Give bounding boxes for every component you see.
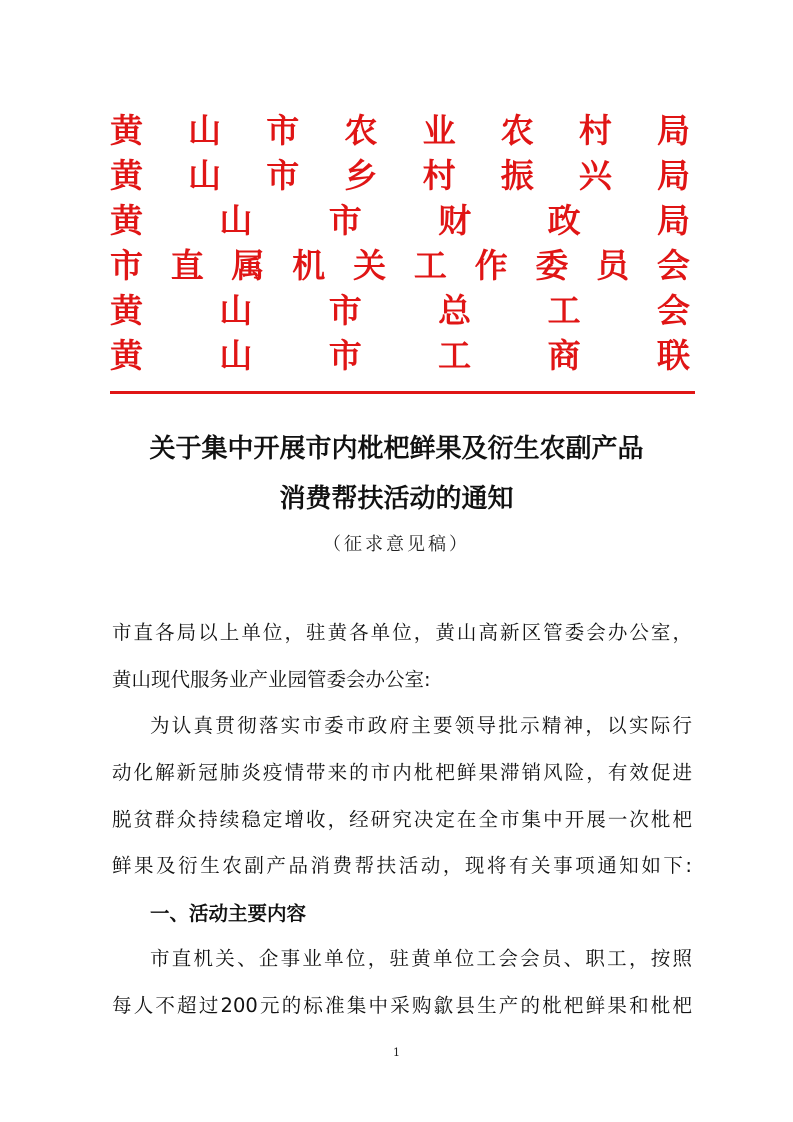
paragraph-line: 为认真贯彻落实市委市政府主要领导批示精神，以实际行: [150, 714, 692, 737]
issuer-char: 局: [656, 201, 690, 240]
issuer-char: 政: [547, 201, 581, 240]
issuer-char: 直: [170, 246, 204, 285]
issuer-char: 黄: [110, 291, 143, 330]
issuer-char: 总: [438, 291, 472, 330]
red-header-divider: [110, 391, 695, 394]
issuer-row: [110, 243, 690, 288]
draft-subtitle: （征求意见稿）: [323, 534, 470, 555]
issuer-char: 局: [656, 156, 690, 195]
document-title-line-1: 关于集中开展市内枇杷鲜果及衍生农副产品: [149, 434, 644, 464]
issuer-char: 山: [188, 156, 222, 195]
recipients-line-2: 黄山现代服务业产业园管委会办公室:: [112, 668, 431, 691]
issuer-char: 山: [188, 111, 222, 150]
issuer-char: 市: [328, 336, 362, 375]
issuer-char: 关: [353, 246, 387, 285]
issuer-char: 市: [266, 111, 300, 150]
issuer-char: 振: [500, 156, 534, 195]
section-heading: 一、活动主要内容: [150, 902, 307, 925]
paragraph-line: 鲜果及衍生农副产品消费帮扶活动，现将有关事项通知如下:: [112, 854, 692, 877]
issuer-char: 黄: [110, 111, 143, 150]
issuer-row: [110, 108, 690, 153]
issuer-char: 山: [219, 291, 253, 330]
issuer-char: 黄: [110, 156, 143, 195]
paragraph-line: 动化解新冠肺炎疫情带来的市内枇杷鲜果滞销风险，有效促进: [112, 761, 692, 784]
issuer-char: 会: [656, 246, 690, 285]
issuer-char: 市: [328, 201, 362, 240]
issuer-row: [110, 288, 690, 333]
issuer-char: 局: [656, 111, 690, 150]
issuer-char: 山: [219, 201, 253, 240]
issuer-char: 工: [547, 291, 581, 330]
paragraph-line: 市直机关、企事业单位，驻黄单位工会会员、职工，按照: [150, 947, 692, 970]
issuer-char: 乡: [344, 156, 378, 195]
issuer-char: 作: [474, 246, 508, 285]
issuer-char: 联: [656, 336, 690, 375]
issuer-char: 业: [422, 111, 456, 150]
issuer-char: 村: [422, 156, 456, 195]
issuer-char: 委: [535, 246, 569, 285]
issuer-char: 工: [438, 336, 472, 375]
issuer-char: 机: [292, 246, 326, 285]
issuer-char: 市: [110, 246, 143, 285]
page-number: 1: [393, 1046, 400, 1059]
issuer-char: 市: [266, 156, 300, 195]
paragraph-line: 每人不超过200元的标准集中采购歙县生产的枇杷鲜果和枇杷: [112, 994, 692, 1017]
issuer-char: 兴: [578, 156, 612, 195]
paragraph-line: 脱贫群众持续稳定增收，经研究决定在全市集中开展一次枇杷: [112, 808, 692, 831]
issuer-char: 农: [500, 111, 534, 150]
issuer-header-block: [110, 108, 690, 378]
issuer-row: [110, 198, 690, 243]
issuer-char: 工: [413, 246, 447, 285]
issuer-row: [110, 153, 690, 198]
issuer-char: 村: [578, 111, 612, 150]
issuer-char: 山: [219, 336, 253, 375]
issuer-char: 会: [656, 291, 690, 330]
issuer-char: 黄: [110, 201, 143, 240]
issuer-char: 黄: [110, 336, 143, 375]
issuer-char: 农: [344, 111, 378, 150]
issuer-char: 市: [328, 291, 362, 330]
issuer-char: 商: [547, 336, 581, 375]
issuer-char: 员: [596, 246, 630, 285]
issuer-char: 属: [231, 246, 265, 285]
document-title-line-2: 消费帮扶活动的通知: [279, 484, 514, 514]
recipients-line-1: 市直各局以上单位，驻黄各单位，黄山高新区管委会办公室，: [112, 621, 692, 644]
issuer-row: [110, 333, 690, 378]
issuer-char: 财: [438, 201, 472, 240]
